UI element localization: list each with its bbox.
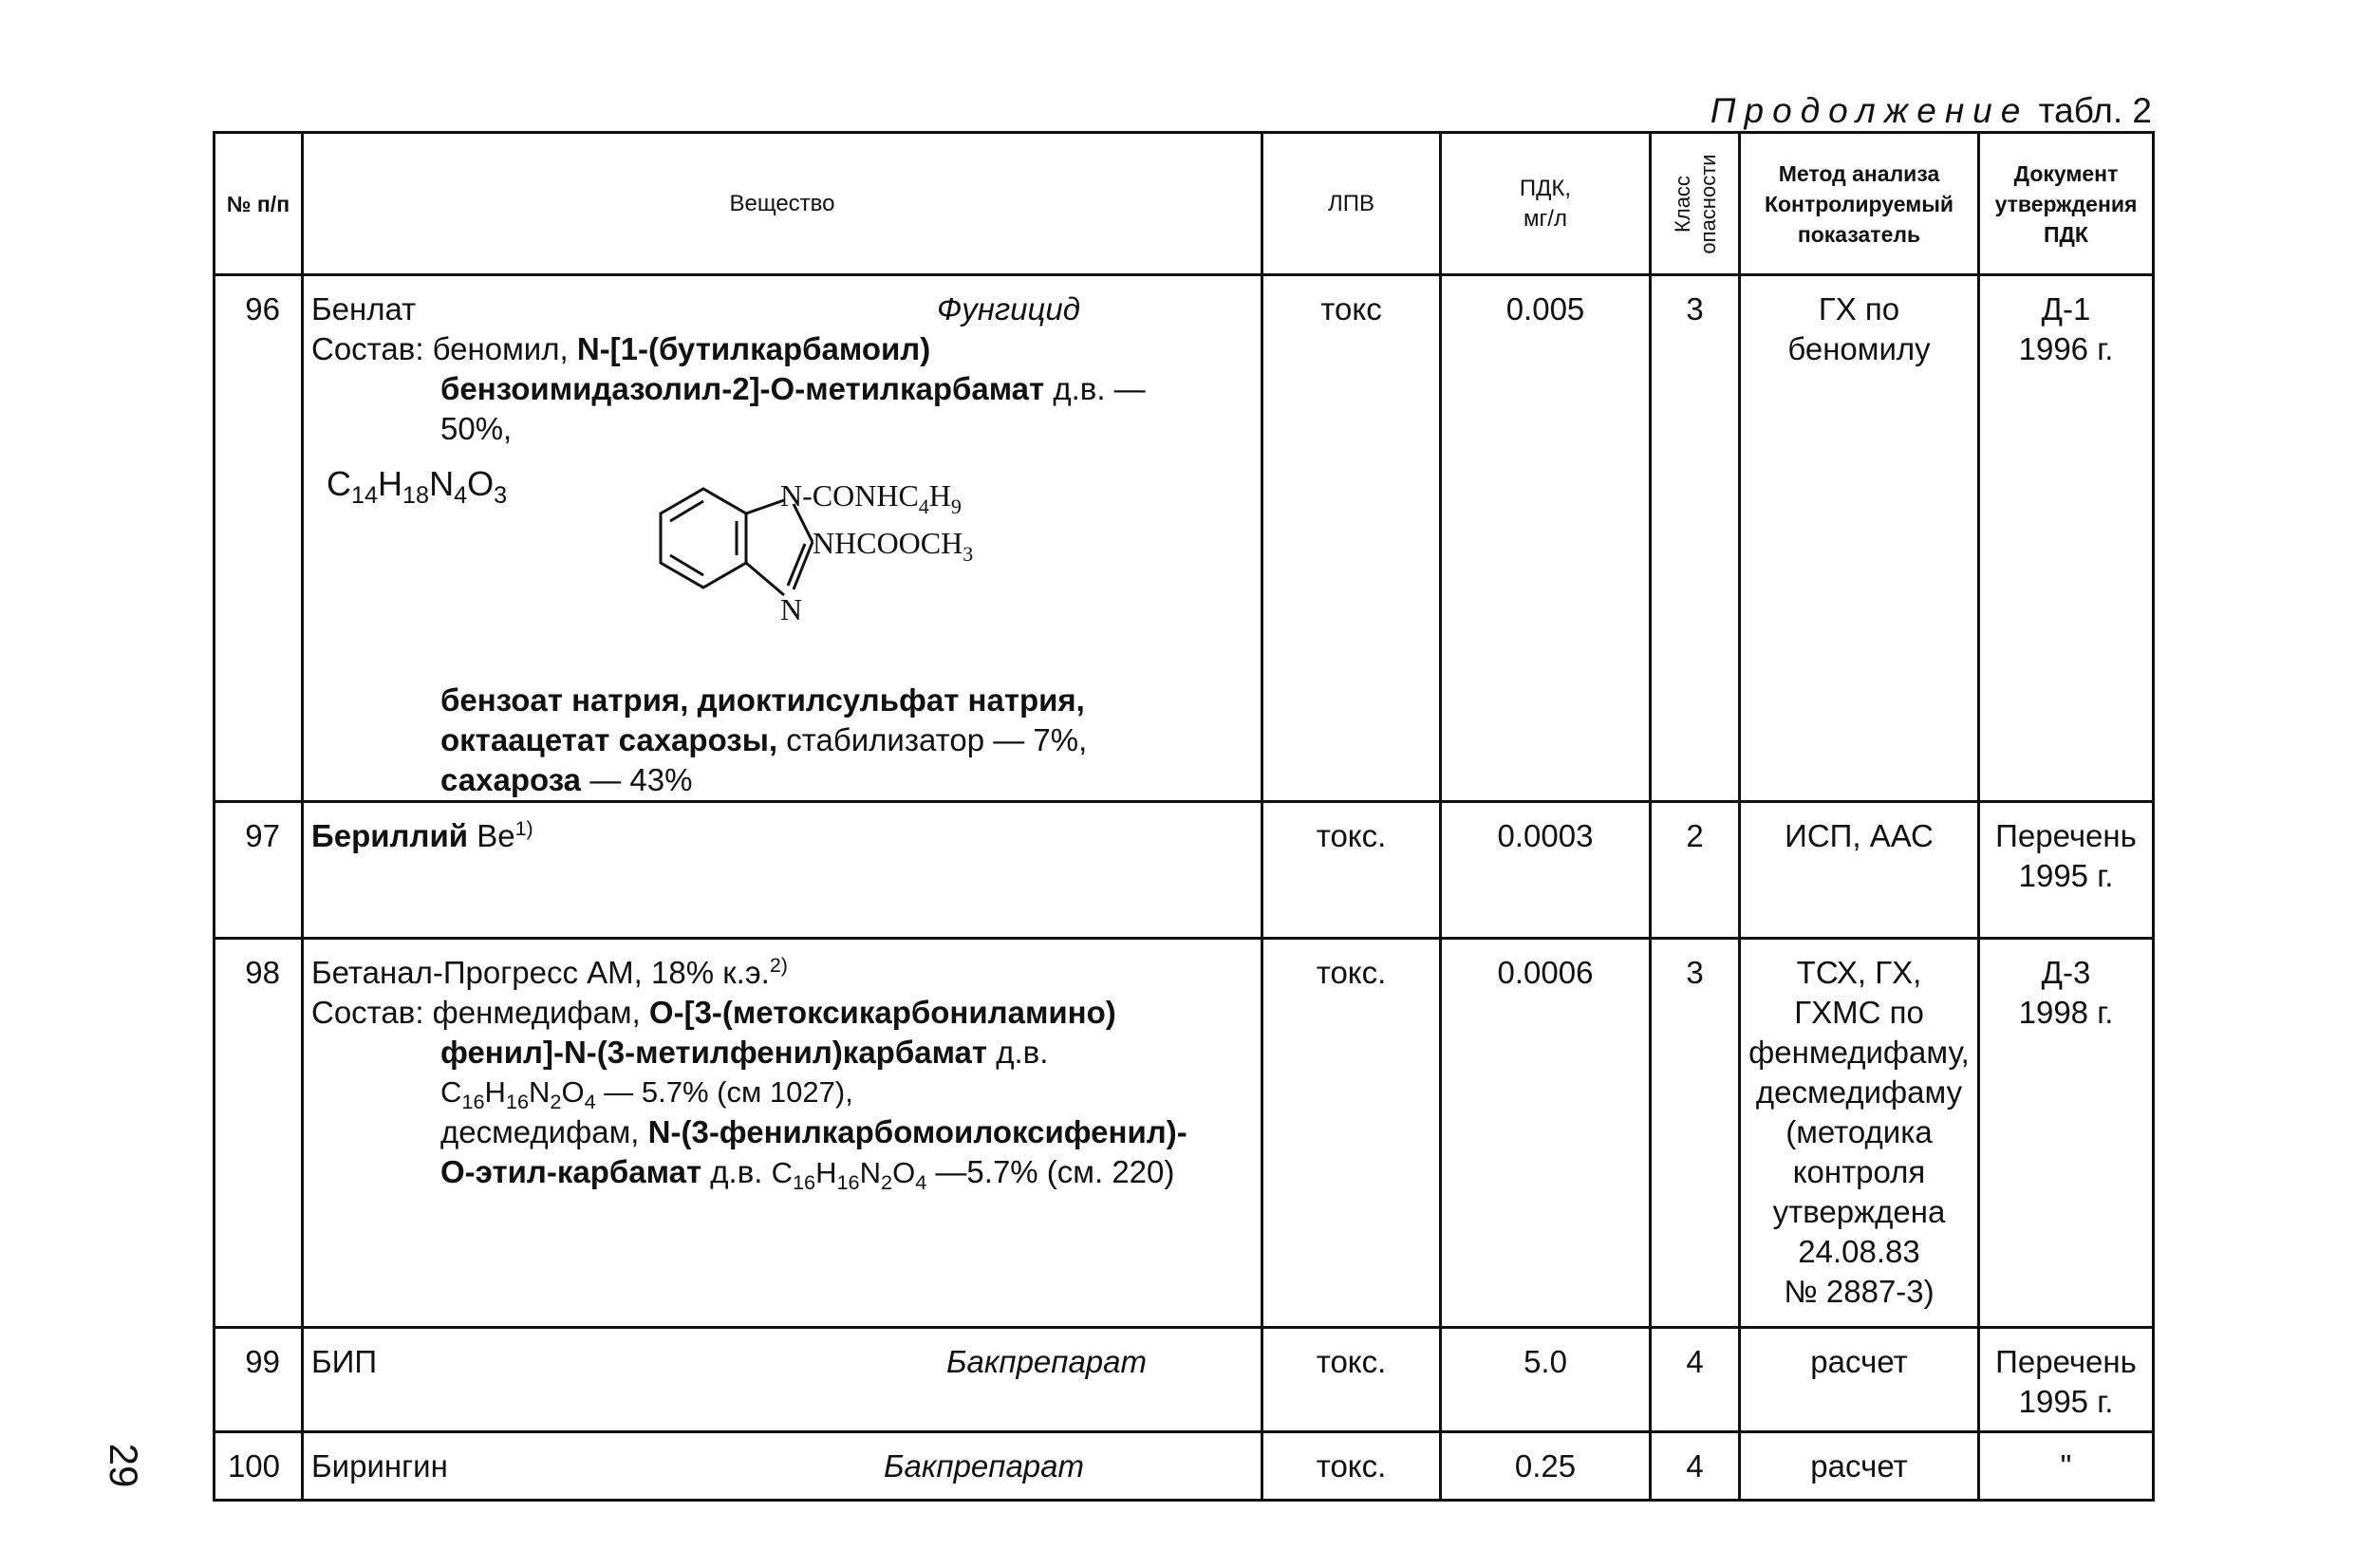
header-document [1979,133,2154,275]
composition-formula-2: $C_{16}H_{16}N_2O_4$ [771,1156,927,1195]
doc-line: Перечень [1995,1344,2137,1379]
lpv-cell: токс. [1262,939,1441,1328]
substance-role: Бакпрепарат [884,1448,1084,1484]
document-cell: " [1979,1432,2154,1501]
header-pdk-line2: мг/л [1523,205,1567,232]
composition-prefix: Состав: [311,331,424,366]
method-line: ГХМС по [1794,995,1924,1030]
pdk-cell: 0.25 [1441,1432,1651,1501]
header-method-line1: Метод анализа [1778,160,1940,186]
method-line: контроля [1792,1154,1926,1189]
substance-cell [303,939,1262,1328]
document-table-sheet [213,131,2152,1484]
composition-line [311,329,1261,369]
lpv-cell: токс. [1262,802,1441,939]
substance-role: Фунгицид [937,291,1080,327]
pdk-cell: 0.0006 [1441,939,1651,1328]
document-cell [1979,275,2154,802]
composition-line-2 [311,369,1261,409]
formula-n-count: 4 [454,482,468,510]
header-method [1740,133,1979,275]
doc-line: Д-1 [2041,291,2091,327]
formula-1-tail: — 5.7% (см 1027), [604,1075,853,1109]
method-line: ТСХ, ГХ, [1796,955,1922,990]
extra-bold-1: бензоат натрия, диоктилсульфат натрия, [440,682,1085,718]
header-method-line3: показатель [1797,221,1921,247]
composition-line-4 [311,1152,1261,1193]
formula-h-count: 18 [402,482,430,510]
substance-name: БИП [311,1344,378,1379]
benomyl-structure-diagram [623,466,1040,637]
pdk-cell: 5.0 [1441,1328,1651,1432]
imidazole-bond-1 [746,500,784,513]
page-number: 29 [102,1443,146,1488]
header-num: № п/п [215,133,303,275]
extra-bold-2: октаацетат сахарозы, [440,722,778,757]
substance-cell [303,1432,1262,1501]
row-number: 97 [215,802,303,939]
method-cell: расчет [1740,1432,1979,1501]
substances-table [213,131,2155,1502]
hazard-cell: 3 [1651,939,1740,1328]
substance-cell [303,275,1262,802]
composition-formula-1: $C_{16}H_{16}N_2O_4$ — 5.7% (см 1027), [440,1075,853,1114]
pdk-cell: 0.0003 [1441,802,1651,939]
substance-name: Бирингин [311,1448,448,1484]
substance-title-line [311,1342,1261,1382]
header-doc-line2: утверждения [1994,191,2138,216]
benzene-ring [661,489,746,588]
substance-name-bold: Бериллий [311,818,469,853]
row-number: 96 [215,275,303,802]
structure-label-1: $N-CONHC_4H_9$ [780,478,962,518]
doc-line: 1995 г. [2018,1384,2114,1419]
row-number: 98 [215,939,303,1328]
footnote-marker: 2) [769,954,788,977]
substance-name: Бетанал-Прогресс АМ, 18% к.э. [311,955,770,990]
substance-title-line [311,1447,1261,1486]
lpv-cell: токс [1262,275,1441,802]
doc-line: 1996 г. [2018,331,2114,366]
table-row [215,939,2154,1328]
table-reference: табл. 2 [2038,91,2152,130]
hazard-cell: 2 [1651,802,1740,939]
substance-name: Бенлат [311,291,417,327]
method-line: беномилу [1787,331,1931,366]
composition-main: фенмедифам, [432,995,641,1030]
method-cell: ИСП, ААС [1740,802,1979,939]
doc-line: 1998 г. [2018,995,2114,1030]
composition-bold-1: N-[1-(бутилкарбамоил) [576,331,931,366]
formula-n: N [429,464,455,503]
extra-plain-2: стабилизатор — 7%, [786,722,1088,757]
composition2-tail: д.в. [710,1154,763,1189]
composition-line-2 [311,1033,1261,1073]
continuation-word: Продолжение [1710,91,2029,130]
pdk-cell: 0.005 [1441,275,1651,802]
composition-tail: д.в. [996,1035,1049,1070]
composition-line [311,993,1261,1033]
composition-main: беномил, [432,331,569,366]
table-header-row [215,133,2154,275]
header-hazard-vertical [1670,138,1721,271]
extra-components [311,681,1261,800]
header-pdk [1441,133,1651,275]
composition2-main: десмедифам, [440,1114,640,1149]
method-cell [1740,275,1979,802]
row-number: 99 [215,1328,303,1432]
header-lpv: ЛПВ [1262,133,1441,275]
structure-label-2: $NHCOOCH_3$ [813,526,974,566]
header-hazard-line2: опасности [1695,153,1720,254]
method-line: десмедифаму [1755,1074,1963,1110]
header-hazard-class [1651,133,1740,275]
composition-bold-2: фенил]-N-(3-метилфенил)карбамат [440,1035,988,1070]
header-doc-line3: ПДК [2044,221,2088,247]
doc-line: Перечень [1995,818,2137,853]
formula-c: C [327,464,351,503]
method-line: 24.08.83 [1798,1234,1920,1269]
table-row [215,275,2154,802]
substance-symbol: Be [477,818,515,853]
method-line: ГХ по [1818,291,1900,327]
formula-o-count: 3 [494,482,508,510]
formula-h: H [378,464,403,503]
composition-line-3 [311,1112,1261,1152]
method-line: № 2887-3) [1784,1274,1935,1309]
header-hazard-line1: Класс [1670,175,1694,233]
structure-label-n: N [780,592,803,626]
hazard-cell: 4 [1651,1328,1740,1432]
hazard-cell: 3 [1651,275,1740,802]
substance-title-line [311,289,1261,329]
method-line: фенмедифаму, [1748,1035,1970,1070]
doc-line: Д-3 [2041,955,2091,990]
table-row [215,802,2154,939]
header-pdk-line1: ПДК, [1519,175,1572,201]
row-number: 100 [215,1432,303,1501]
document-cell [1979,939,2154,1328]
composition-tail: д.в. — [1053,371,1146,406]
method-cell: расчет [1740,1328,1979,1432]
substance-cell [303,802,1262,939]
formula-c-count: 14 [351,482,379,510]
lpv-cell: токс. [1262,1432,1441,1501]
method-line: (методика [1785,1114,1933,1149]
doc-line: 1995 г. [2018,858,2114,893]
hazard-cell: 4 [1651,1432,1740,1501]
method-cell [1740,939,1979,1328]
composition-prefix: Состав: [311,995,424,1030]
table-row [215,1432,2154,1501]
composition-bold-1: О-[3-(метоксикарбониламино) [648,995,1116,1030]
continuation-caption [1710,91,2152,131]
composition-bold-2: бензоимидазолил-2]-О-метилкарбамат [440,371,1045,406]
extra-plain-3: — 43% [589,762,693,797]
header-substance: Вещество [303,133,1262,275]
imidazole-bond-2 [746,563,784,595]
header-method-line2: Контролируемый [1764,191,1954,216]
extra-bold-3: сахароза [440,762,582,797]
formula-2-tail: —5.7% (см. 220) [935,1154,1175,1189]
document-cell [1979,802,2154,939]
substance-title-line [311,953,1261,993]
substance-role: Бакпрепарат [946,1344,1147,1379]
composition-percent: 50%, [440,411,513,446]
substance-cell [303,1328,1262,1432]
formula-o: O [467,464,495,503]
composition2-bold-1: N-(3-фенилкарбомоилоксифенил)- [647,1114,1187,1149]
document-cell [1979,1328,2154,1432]
table-row [215,1328,2154,1432]
header-doc-line1: Документ [2013,160,2119,186]
method-line: утверждена [1772,1194,1946,1229]
composition2-bold-2: О-этил-карбамат [440,1154,702,1189]
lpv-cell: токс. [1262,1328,1441,1432]
footnote-marker: 1) [514,817,533,840]
